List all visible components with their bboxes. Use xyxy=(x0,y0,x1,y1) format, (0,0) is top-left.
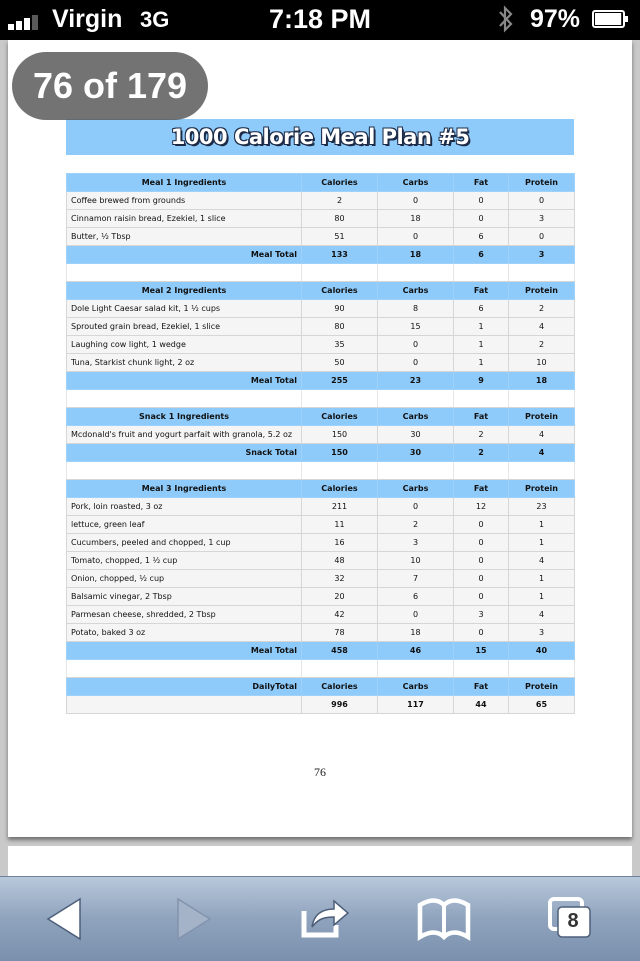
table-row xyxy=(67,588,575,606)
nutrient-value: 18 xyxy=(378,624,454,642)
nutrient-value: 35 xyxy=(302,336,378,354)
nutrient-value: 211 xyxy=(302,498,378,516)
table-row xyxy=(67,192,575,210)
column-header: Fat xyxy=(454,282,509,300)
total-value: 30 xyxy=(378,444,454,462)
nutrient-value: 0 xyxy=(378,354,454,372)
nutrient-value: 6 xyxy=(454,300,509,318)
nutrient-value: 0 xyxy=(378,606,454,624)
table-row xyxy=(67,354,575,372)
total-value: 9 xyxy=(454,372,509,390)
spacer-cell xyxy=(378,390,454,408)
next-document-page xyxy=(8,846,632,876)
column-header: Protein xyxy=(509,408,575,426)
ingredient-name: Balsamic vinegar, 2 Tbsp xyxy=(67,588,302,606)
table-row xyxy=(67,210,575,228)
spacer-cell xyxy=(509,462,575,480)
nutrient-value: 2 xyxy=(509,336,575,354)
total-value: 40 xyxy=(509,642,575,660)
spacer-cell xyxy=(67,390,302,408)
ingredient-name: Laughing cow light, 1 wedge xyxy=(67,336,302,354)
nutrient-value: 12 xyxy=(454,498,509,516)
column-header: Fat xyxy=(454,678,509,696)
page-counter-badge: 76 of 179 xyxy=(12,52,208,120)
total-label: Meal Total xyxy=(67,246,302,264)
nutrient-value: 0 xyxy=(454,588,509,606)
carrier-name: Virgin xyxy=(52,5,123,33)
nutrient-value: 10 xyxy=(509,354,575,372)
battery-percentage: 97% xyxy=(530,5,581,33)
daily-total-value: 117 xyxy=(378,696,454,714)
total-label: Meal Total xyxy=(67,372,302,390)
nutrient-value: 8 xyxy=(378,300,454,318)
column-header: Fat xyxy=(454,408,509,426)
clock: 7:18 PM xyxy=(268,4,372,34)
tabs-count: 8 xyxy=(567,910,579,932)
table-row xyxy=(67,228,575,246)
nutrient-value: 3 xyxy=(378,534,454,552)
nutrient-value: 1 xyxy=(509,570,575,588)
spacer-cell xyxy=(454,462,509,480)
nutrient-value: 10 xyxy=(378,552,454,570)
column-header: Protein xyxy=(509,174,575,192)
table-row xyxy=(67,318,575,336)
back-button[interactable] xyxy=(34,891,94,947)
column-header: Calories xyxy=(302,408,378,426)
nutrient-value: 4 xyxy=(509,426,575,444)
total-value: 2 xyxy=(454,444,509,462)
total-row xyxy=(67,444,575,462)
ingredient-name: Pork, loin roasted, 3 oz xyxy=(67,498,302,516)
table-row xyxy=(67,516,575,534)
spacer-cell xyxy=(67,660,302,678)
share-button[interactable] xyxy=(294,891,354,947)
ingredient-name: Tuna, Starkist chunk light, 2 oz xyxy=(67,354,302,372)
ingredient-name: Parmesan cheese, shredded, 2 Tbsp xyxy=(67,606,302,624)
total-value: 6 xyxy=(454,246,509,264)
bluetooth-icon xyxy=(496,3,516,35)
ingredient-name: Tomato, chopped, 1 ½ cup xyxy=(67,552,302,570)
ingredient-name: Mcdonald's fruit and yogurt parfait with granola, 5.2 oz xyxy=(67,426,302,444)
column-header: Calories xyxy=(302,678,378,696)
nutrient-value: 2 xyxy=(454,426,509,444)
nutrient-value: 3 xyxy=(509,210,575,228)
column-header: Carbs xyxy=(378,480,454,498)
total-row xyxy=(67,372,575,390)
nutrient-value: 0 xyxy=(454,570,509,588)
nutrient-value: 3 xyxy=(509,624,575,642)
nutrient-value: 51 xyxy=(302,228,378,246)
column-header: Calories xyxy=(302,480,378,498)
nutrient-value: 0 xyxy=(454,552,509,570)
spacer-row xyxy=(67,390,575,408)
table-row xyxy=(67,552,575,570)
nutrient-value: 2 xyxy=(509,300,575,318)
page-number: 76 xyxy=(314,765,326,779)
ingredient-name: Cinnamon raisin bread, Ezekiel, 1 slice xyxy=(67,210,302,228)
daily-total-value: 65 xyxy=(509,696,575,714)
nutrient-value: 1 xyxy=(454,354,509,372)
spacer-cell xyxy=(378,264,454,282)
nutrient-value: 0 xyxy=(454,192,509,210)
total-value: 458 xyxy=(302,642,378,660)
document-page xyxy=(8,40,632,837)
document-viewport[interactable] xyxy=(0,40,640,876)
column-header: Protein xyxy=(509,480,575,498)
spacer-row xyxy=(67,462,575,480)
total-value: 23 xyxy=(378,372,454,390)
nutrient-value: 1 xyxy=(454,336,509,354)
spacer-cell xyxy=(378,660,454,678)
nutrient-value: 1 xyxy=(509,534,575,552)
nutrient-value: 3 xyxy=(454,606,509,624)
section-header-row xyxy=(67,480,575,498)
ingredient-name: Cucumbers, peeled and chopped, 1 cup xyxy=(67,534,302,552)
nutrient-value: 1 xyxy=(509,516,575,534)
nutrient-value: 2 xyxy=(302,192,378,210)
nutrient-value: 15 xyxy=(378,318,454,336)
network-type: 3G xyxy=(140,7,170,32)
meal-plan-table xyxy=(66,173,575,714)
daily-total-value: 44 xyxy=(454,696,509,714)
page-title: 1000 Calorie Meal Plan #5 xyxy=(66,119,574,155)
table-row xyxy=(67,534,575,552)
share-icon xyxy=(294,891,354,947)
nutrient-value: 4 xyxy=(509,552,575,570)
column-header: Carbs xyxy=(378,282,454,300)
total-row xyxy=(67,246,575,264)
nutrient-value: 150 xyxy=(302,426,378,444)
daily-total-value: 996 xyxy=(302,696,378,714)
nutrient-value: 20 xyxy=(302,588,378,606)
empty-cell xyxy=(67,696,302,714)
nutrient-value: 0 xyxy=(454,534,509,552)
nutrient-value: 4 xyxy=(509,318,575,336)
spacer-cell xyxy=(67,264,302,282)
ingredient-name: Dole Light Caesar salad kit, 1 ½ cups xyxy=(67,300,302,318)
column-header: Carbs xyxy=(378,408,454,426)
column-header: Calories xyxy=(302,282,378,300)
nutrient-value: 16 xyxy=(302,534,378,552)
nutrient-value: 0 xyxy=(378,498,454,516)
spacer-cell xyxy=(378,462,454,480)
back-arrow-icon xyxy=(34,891,94,947)
nutrient-value: 0 xyxy=(454,624,509,642)
column-header: Protein xyxy=(509,282,575,300)
spacer-cell xyxy=(454,390,509,408)
spacer-cell xyxy=(67,462,302,480)
spacer-cell xyxy=(454,660,509,678)
nutrient-value: 0 xyxy=(454,516,509,534)
nutrient-value: 0 xyxy=(454,210,509,228)
spacer-row xyxy=(67,264,575,282)
spacer-cell xyxy=(302,462,378,480)
nutrient-value: 50 xyxy=(302,354,378,372)
column-header: Fat xyxy=(454,174,509,192)
forward-button[interactable] xyxy=(164,891,224,947)
total-value: 3 xyxy=(509,246,575,264)
forward-arrow-icon xyxy=(164,891,224,947)
browser-toolbar xyxy=(0,876,640,961)
column-header: Protein xyxy=(509,678,575,696)
nutrient-value: 42 xyxy=(302,606,378,624)
nutrient-value: 6 xyxy=(454,228,509,246)
bookmarks-button[interactable] xyxy=(414,891,474,947)
total-value: 255 xyxy=(302,372,378,390)
section-header-row xyxy=(67,174,575,192)
nutrient-value: 4 xyxy=(509,606,575,624)
total-value: 18 xyxy=(509,372,575,390)
section-title: Meal 2 Ingredients xyxy=(67,282,302,300)
nutrient-value: 1 xyxy=(454,318,509,336)
total-row xyxy=(67,642,575,660)
nutrient-value: 0 xyxy=(509,192,575,210)
ingredient-name: Potato, baked 3 oz xyxy=(67,624,302,642)
table-row xyxy=(67,624,575,642)
spacer-row xyxy=(67,660,575,678)
battery-icon xyxy=(592,10,628,28)
spacer-cell xyxy=(509,264,575,282)
bookmarks-icon xyxy=(414,891,474,947)
section-header-row xyxy=(67,408,575,426)
total-value: 133 xyxy=(302,246,378,264)
section-title: Meal 1 Ingredients xyxy=(67,174,302,192)
table-row xyxy=(67,336,575,354)
ingredient-name: lettuce, green leaf xyxy=(67,516,302,534)
column-header: Carbs xyxy=(378,174,454,192)
spacer-cell xyxy=(302,660,378,678)
total-label: Snack Total xyxy=(67,444,302,462)
table-row xyxy=(67,570,575,588)
total-label: Meal Total xyxy=(67,642,302,660)
spacer-cell xyxy=(454,264,509,282)
nutrient-value: 80 xyxy=(302,318,378,336)
table-row xyxy=(67,300,575,318)
total-value: 46 xyxy=(378,642,454,660)
section-header-row xyxy=(67,282,575,300)
nutrient-value: 2 xyxy=(378,516,454,534)
ingredient-name: Onion, chopped, ½ cup xyxy=(67,570,302,588)
nutrient-value: 0 xyxy=(378,336,454,354)
total-value: 15 xyxy=(454,642,509,660)
daily-total-header-row xyxy=(67,678,575,696)
table-row xyxy=(67,606,575,624)
total-value: 18 xyxy=(378,246,454,264)
nutrient-value: 80 xyxy=(302,210,378,228)
daily-total-label: DailyTotal xyxy=(67,678,302,696)
nutrient-value: 0 xyxy=(378,192,454,210)
nutrient-value: 7 xyxy=(378,570,454,588)
nutrient-value: 32 xyxy=(302,570,378,588)
spacer-cell xyxy=(302,264,378,282)
total-value: 4 xyxy=(509,444,575,462)
ingredient-name: Coffee brewed from grounds xyxy=(67,192,302,210)
spacer-cell xyxy=(509,660,575,678)
nutrient-value: 6 xyxy=(378,588,454,606)
section-title: Snack 1 Ingredients xyxy=(67,408,302,426)
nutrient-value: 78 xyxy=(302,624,378,642)
nutrient-value: 0 xyxy=(378,228,454,246)
spacer-cell xyxy=(302,390,378,408)
ingredient-name: Sprouted grain bread, Ezekiel, 1 slice xyxy=(67,318,302,336)
ingredient-name: Butter, ½ Tbsp xyxy=(67,228,302,246)
nutrient-value: 1 xyxy=(509,588,575,606)
table-row xyxy=(67,498,575,516)
column-header: Calories xyxy=(302,174,378,192)
nutrient-value: 90 xyxy=(302,300,378,318)
column-header: Fat xyxy=(454,480,509,498)
nutrient-value: 0 xyxy=(509,228,575,246)
nutrient-value: 18 xyxy=(378,210,454,228)
status-bar xyxy=(0,0,640,40)
nutrient-value: 11 xyxy=(302,516,378,534)
total-value: 150 xyxy=(302,444,378,462)
spacer-cell xyxy=(509,390,575,408)
daily-total-row xyxy=(67,696,575,714)
column-header: Carbs xyxy=(378,678,454,696)
nutrient-value: 30 xyxy=(378,426,454,444)
section-title: Meal 3 Ingredients xyxy=(67,480,302,498)
table-row xyxy=(67,426,575,444)
nutrient-value: 48 xyxy=(302,552,378,570)
nutrient-value: 23 xyxy=(509,498,575,516)
